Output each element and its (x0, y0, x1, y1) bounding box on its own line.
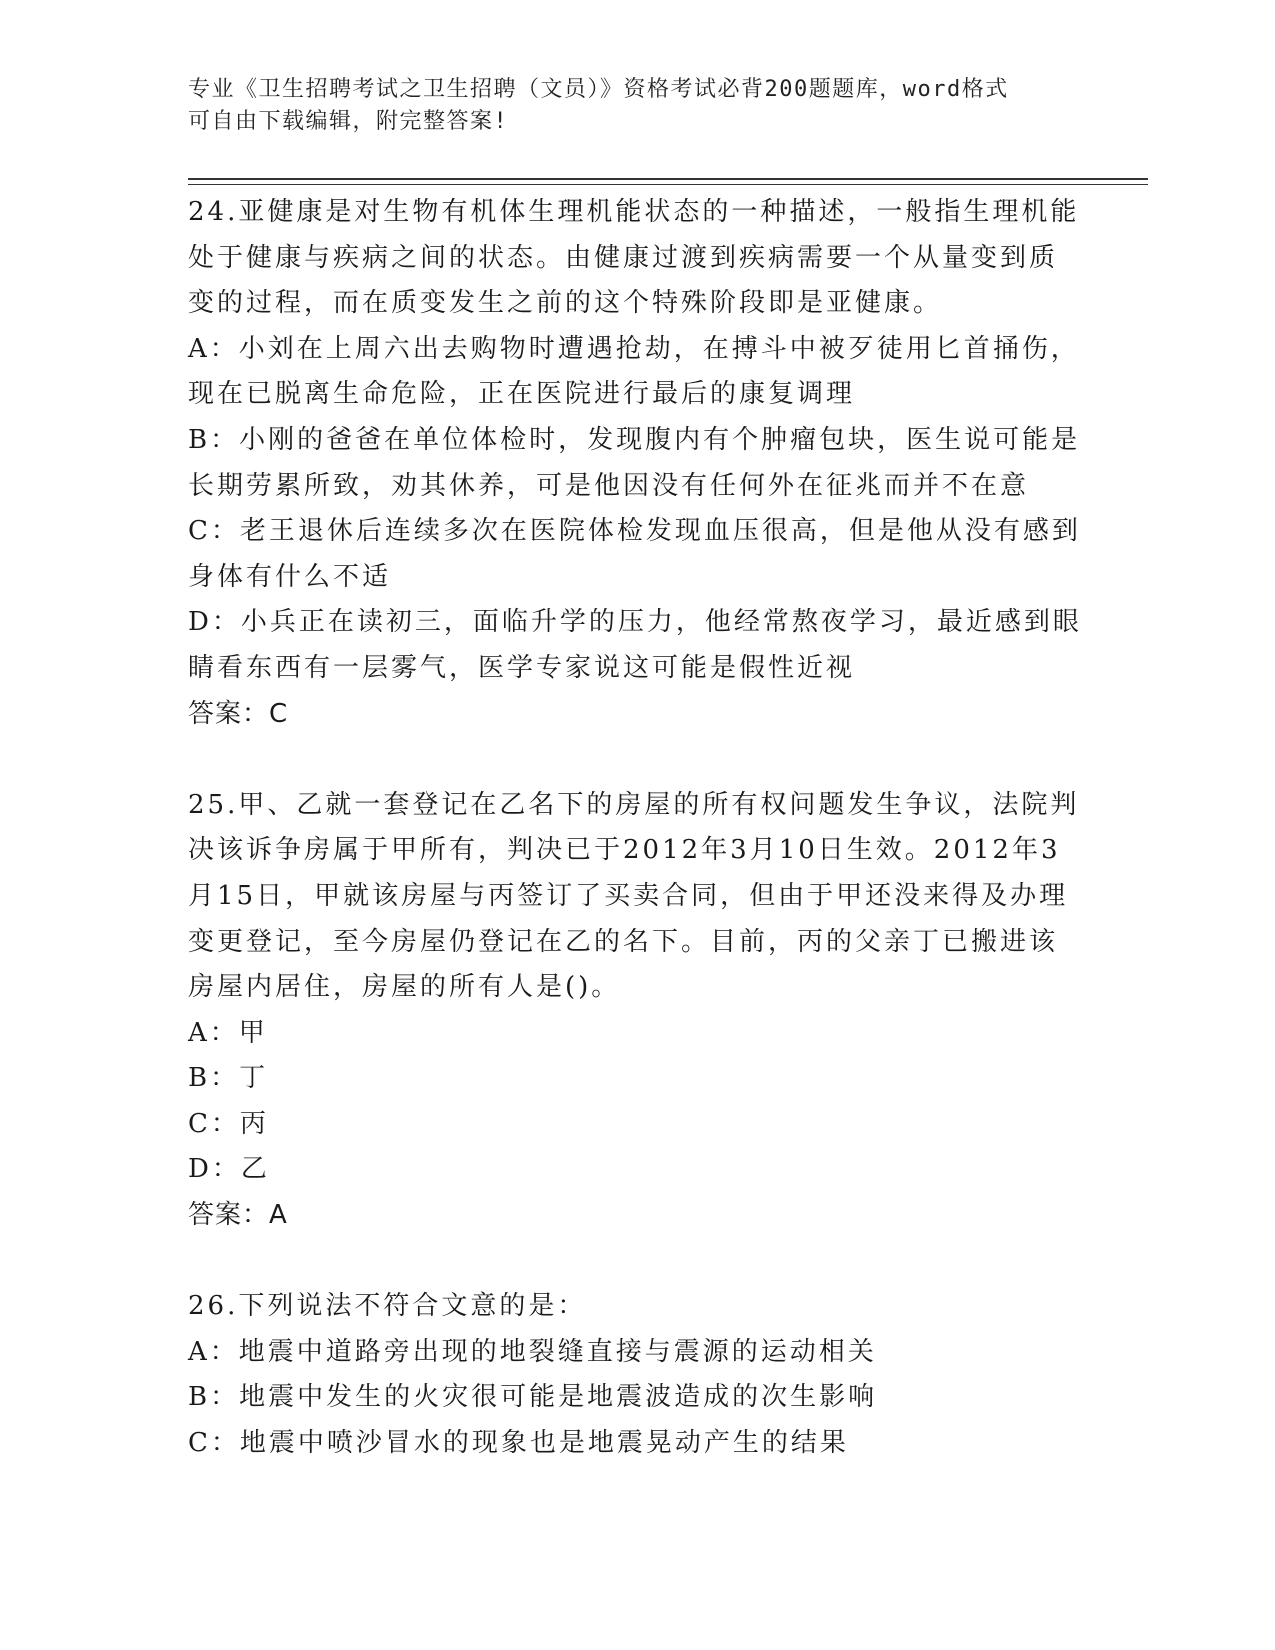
question-stem-line: 变更登记，至今房屋仍登记在乙的名下。目前，丙的父亲丁已搬进该 (188, 926, 1059, 957)
question-stem-line: 处于健康与疾病之间的状态。由健康过渡到疾病需要一个从量变到质 (188, 242, 1059, 273)
question-24 (188, 190, 1088, 737)
question-stem-line: 25.甲、乙就一套登记在乙名下的房屋的所有权问题发生争议，法院判 (188, 789, 1080, 820)
question-stem-line: 房屋内居住，房屋的所有人是()。 (188, 972, 621, 1003)
option-b-line: 长期劳累所致，劝其休养，可是他因没有任何外在征兆而并不在意 (188, 470, 1030, 501)
answer-line: 答案：C (188, 698, 289, 729)
option-c-line: C：地震中喷沙冒水的现象也是地震晃动产生的结果 (188, 1428, 849, 1459)
option-d-line: D：乙 (188, 1154, 270, 1185)
question-stem-line: 决该诉争房属于甲所有，判决已于2012年3月10日生效。2012年3 (188, 835, 1061, 866)
question-stem-line: 月15日，甲就该房屋与丙签订了买卖合同，但由于甲还没来得及办理 (188, 880, 1069, 911)
question-spacer (188, 1239, 1088, 1285)
header-line-1: 专业《卫生招聘考试之卫生招聘（文员）》资格考试必背200题题库，word格式 (188, 77, 1009, 102)
header-divider-thin (188, 184, 1148, 185)
option-a-line: A：甲 (188, 1017, 268, 1048)
document-header (188, 74, 1088, 138)
question-stem-line: 24.亚健康是对生物有机体生理机能状态的一种描述，一般指生理机能 (188, 197, 1080, 227)
question-list (188, 190, 1088, 1467)
question-25 (188, 783, 1088, 1239)
question-stem-line: 变的过程，而在质变发生之前的这个特殊阶段即是亚健康。 (188, 288, 943, 319)
question-stem-line: 26.下列说法不符合文意的是： (188, 1291, 587, 1322)
question-26 (188, 1284, 1088, 1466)
option-c-line: C：老王退休后连续多次在医院体检发现血压很高，但是他从没有感到 (188, 516, 1081, 547)
option-a-line: 现在已脱离生命危险，正在医院进行最后的康复调理 (188, 379, 856, 410)
option-c-line: C：丙 (188, 1108, 269, 1139)
option-a-line: A：小刘在上周六出去购物时遭遇抢劫，在搏斗中被歹徒用匕首捅伤， (188, 333, 1080, 364)
header-divider-thick (188, 178, 1148, 180)
question-spacer (188, 737, 1088, 783)
option-a-line: A：地震中道路旁出现的地裂缝直接与震源的运动相关 (188, 1336, 877, 1367)
option-b-line: B：地震中发生的火灾很可能是地震波造成的次生影响 (188, 1382, 878, 1413)
option-d-line: D：小兵正在读初三，面临升学的压力，他经常熬夜学习，最近感到眼 (188, 607, 1082, 638)
option-b-line: B：丁 (188, 1063, 269, 1094)
option-c-line: 身体有什么不适 (188, 561, 392, 592)
header-line-2: 可自由下载编辑，附完整答案! (188, 109, 509, 134)
option-d-line: 睛看东西有一层雾气，医学专家说这可能是假性近视 (188, 652, 856, 683)
option-b-line: B：小刚的爸爸在单位体检时，发现腹内有个肿瘤包块，医生说可能是 (188, 424, 1081, 455)
answer-line: 答案：A (188, 1200, 288, 1231)
